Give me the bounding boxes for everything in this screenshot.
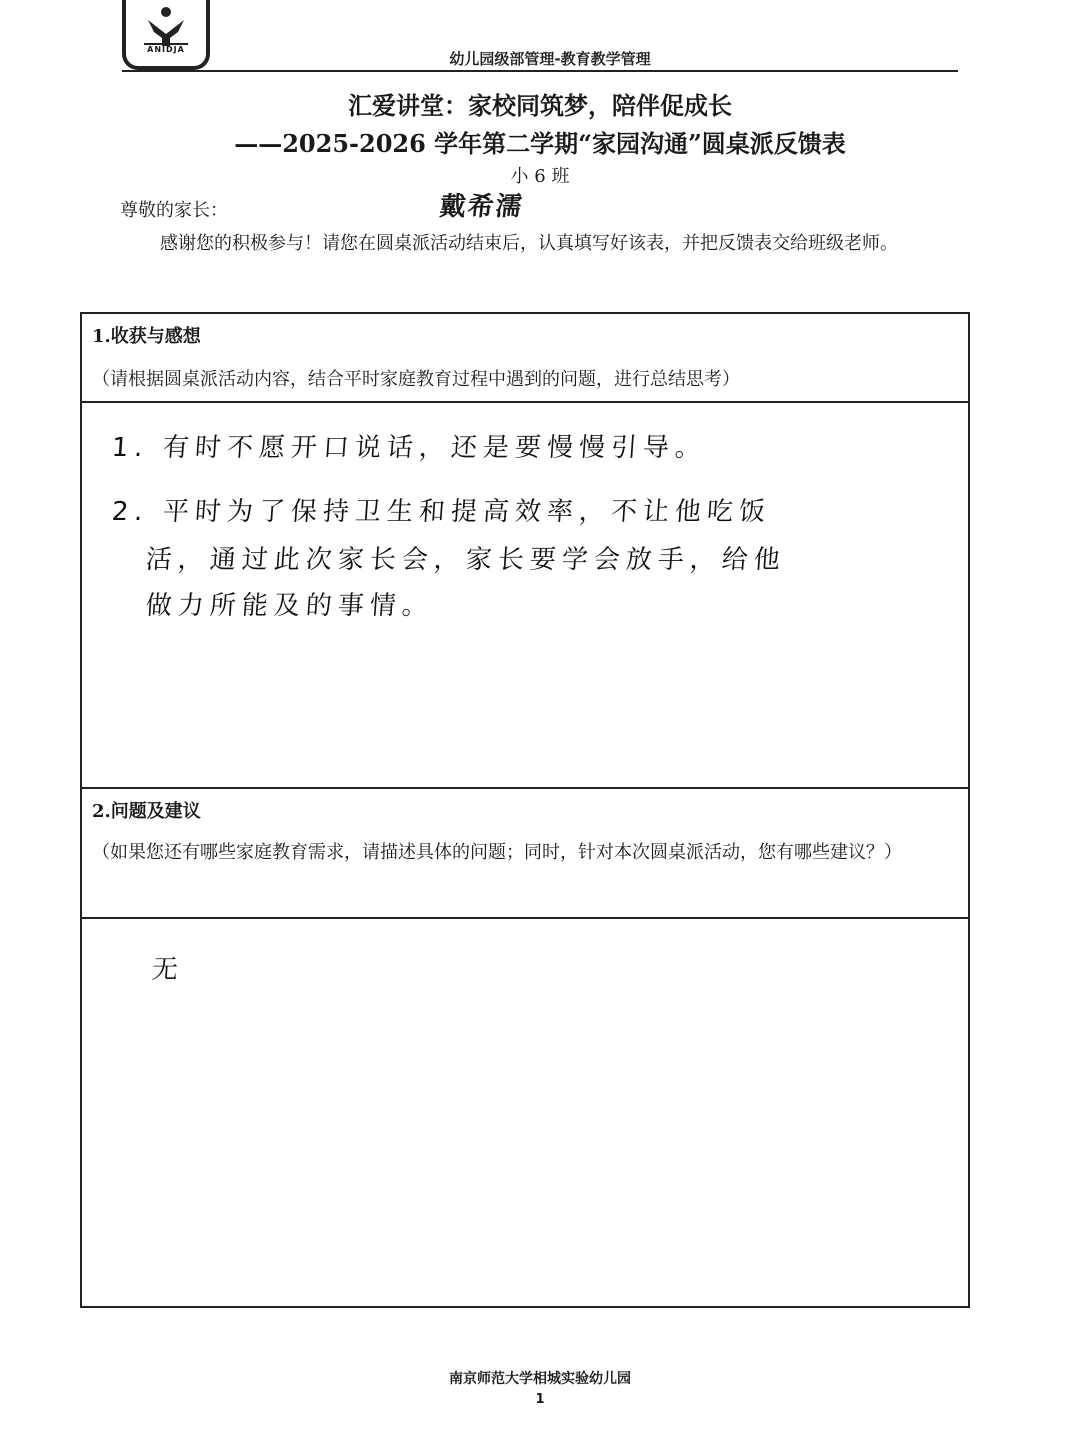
section-2-header-cell (82, 789, 968, 919)
document-subtitle: ——2025-2026 学年第二学期“家园沟通”圆桌派反馈表 (234, 129, 846, 158)
section-2-answer-cell (82, 919, 968, 1306)
handwritten-answer-line: 做力所能及的事情。 (144, 591, 435, 621)
section-2-heading: 2.问题及建议 (92, 801, 201, 822)
page-header-title: 幼儿园级部管理-教育教学管理 (449, 50, 651, 68)
handwritten-answer-line: 活，通过此次家长会，家长要学会放手，给他 (144, 545, 787, 575)
school-logo (122, 0, 210, 70)
handwritten-answer-line: 2. 平时为了保持卫生和提高效率，不让他吃饭 (110, 497, 772, 527)
parent-name-handwritten: 戴希濡 (438, 192, 526, 222)
section-1-heading: 1.收获与感想 (92, 326, 201, 347)
section-1-header-cell (82, 314, 968, 403)
class-name: 小 6 班 (510, 166, 570, 187)
page-number: 1 (535, 1392, 545, 1407)
feedback-table (80, 312, 970, 1308)
header-divider (122, 70, 958, 72)
section-1-answer-cell (82, 403, 968, 789)
handwritten-answer-line: 无 (150, 955, 185, 985)
handwritten-answer-line: 1. 有时不愿开口说话，还是要慢慢引导。 (110, 433, 708, 463)
section-2-description: （如果您还有哪些家庭教育需求，请描述具体的问题；同时，针对本次圆桌派活动，您有哪些建议？） (92, 842, 902, 863)
footer-school-name: 南京师范大学相城实验幼儿园 (449, 1371, 631, 1387)
greeting: 尊敬的家长： (120, 200, 228, 221)
section-1-description: （请根据圆桌派活动内容，结合平时家庭教育过程中遇到的问题，进行总结思考） (92, 369, 740, 390)
document-title: 汇爱讲堂：家校同筑梦，陪伴促成长 (348, 91, 732, 120)
logo-text: ANIDJA (147, 45, 185, 54)
intro-paragraph: 感谢您的积极参与！请您在圆桌派活动结束后，认真填写好该表，并把反馈表交给班级老师。 (160, 233, 898, 254)
